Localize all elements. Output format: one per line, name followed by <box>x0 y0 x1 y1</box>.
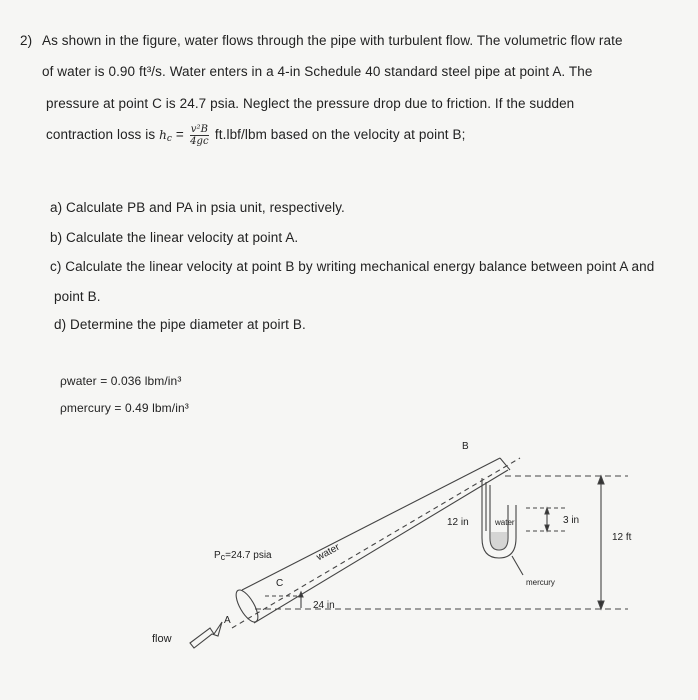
label-12ft: 12 ft <box>612 532 632 543</box>
line4-prefix: contraction loss is <box>46 127 156 143</box>
pipe-lower-wall <box>254 470 508 623</box>
mercury-pointer <box>512 556 523 575</box>
fraction-numerator: v²B <box>190 124 209 135</box>
pipe-centerline <box>232 458 520 628</box>
hc-equals: = <box>175 127 184 143</box>
line4-suffix: ft.lbf/lbm based on the velocity at point B; <box>214 127 466 143</box>
question-d: d) Determine the pipe diameter at poirt B. <box>54 317 306 332</box>
problem-line-2: of water is 0.90 ft³/s. Water enters in a 4-in Schedule 40 standard steel pipe at point A. The <box>42 64 593 79</box>
label-12in: 12 in <box>447 517 469 528</box>
label-c: C <box>276 578 284 589</box>
problem-line-3: pressure at point C is 24.7 psia. Neglect the pressure drop due to friction. If the sudden <box>46 96 575 111</box>
density-mercury: ρmercury = 0.49 lbm/in³ <box>60 401 189 415</box>
label-24in: 24 in <box>313 600 335 611</box>
label-a: A <box>224 615 231 626</box>
mercury-fill <box>490 532 508 550</box>
hc-symbol: $h_c$ <box>159 128 173 145</box>
problem-number: 2) <box>20 33 33 48</box>
label-3in: 3 in <box>563 515 580 526</box>
label-flow: flow <box>152 633 172 645</box>
label-water-pipe: water <box>314 541 342 564</box>
pipe-inlet-a <box>232 587 262 625</box>
density-water: ρwater = 0.036 lbm/in³ <box>60 374 182 388</box>
label-b: B <box>462 441 469 452</box>
question-c-line-2: point B. <box>54 289 101 304</box>
label-pc: Pc=24.7 psia <box>214 550 272 562</box>
label-water-tube: water <box>495 518 515 527</box>
problem-line-1: As shown in the figure, water flows through the pipe with turbulent flow. The volumetric flow rate <box>42 33 623 48</box>
flow-arrow-icon <box>190 622 222 648</box>
question-c-line-1: c) Calculate the linear velocity at point B by writing mechanical energy balance between point A and <box>50 259 655 274</box>
pipe-end-b <box>500 458 510 470</box>
label-mercury: mercury <box>526 578 555 587</box>
fraction-denominator: 4gc <box>190 136 209 147</box>
question-a: a) Calculate PB and PA in psia unit, respectively. <box>50 200 345 215</box>
question-b: b) Calculate the linear velocity at point A. <box>50 230 299 245</box>
